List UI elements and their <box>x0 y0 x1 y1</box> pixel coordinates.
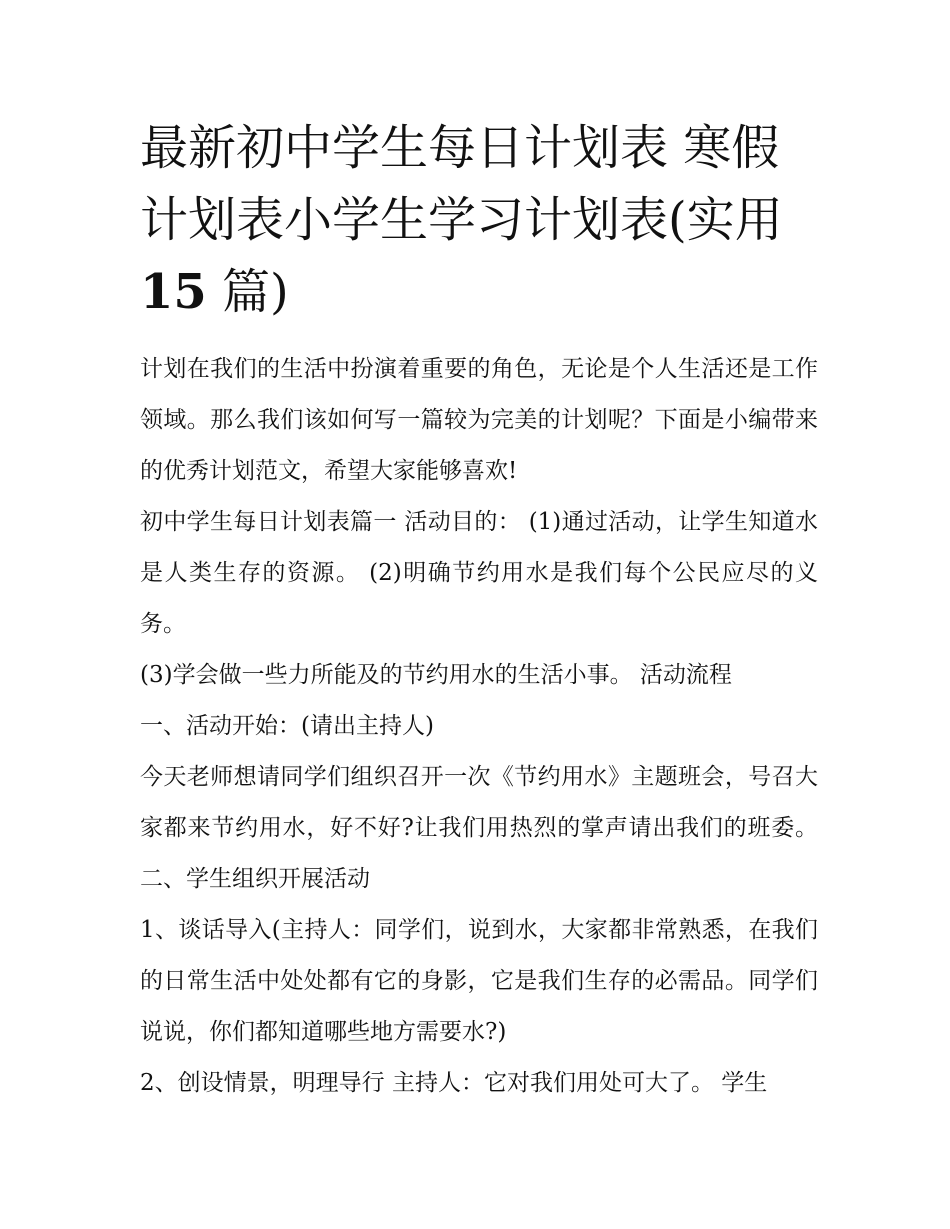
paragraph-teacher-intro: 今天老师想请同学们组织召开一次《节约用水》主题班会，号召大家都来节约用水，好不好?让我们用热烈的掌声请出我们的班委。 二、学生组织开展活动 <box>140 764 818 892</box>
paragraph-section-1: 一、活动开始：(请出主持人) <box>140 713 434 739</box>
paragraph-goal-3: (3)学会做一些力所能及的节约用水的生活小事。 活动流程 <box>140 662 732 688</box>
title-number: 15 <box>140 264 207 320</box>
title-text: 最新初中学生每日计划表 寒假计划表小学生学习计划表(实用 <box>140 120 783 248</box>
paragraph-intro: 计划在我们的生活中扮演着重要的角色，无论是个人生活还是工作领域。那么我们该如何写一篇较为完美的计划呢？下面是小编带来的优秀计划范文，希望大家能够喜欢! <box>140 356 818 484</box>
title-suffix: 篇) <box>206 264 289 320</box>
document-title <box>140 112 818 328</box>
paragraph-step-2: 2、创设情景，明理导行 主持人：它对我们用处可大了。 学生 <box>140 1070 768 1096</box>
paragraph-step-1: 1、谈话导入(主持人：同学们，说到水，大家都非常熟悉，在我们的日常生活中处处都有它的身影，它是我们生存的必需品。同学们说说，你们都知道哪些地方需要水?) <box>140 917 818 1045</box>
paragraph-activity-goals: 初中学生每日计划表篇一 活动目的： (1)通过活动，让学生知道水是人类生存的资源。 (2)明确节约用水是我们每个公民应尽的义务。 <box>140 509 818 637</box>
document-page <box>140 112 818 1109</box>
